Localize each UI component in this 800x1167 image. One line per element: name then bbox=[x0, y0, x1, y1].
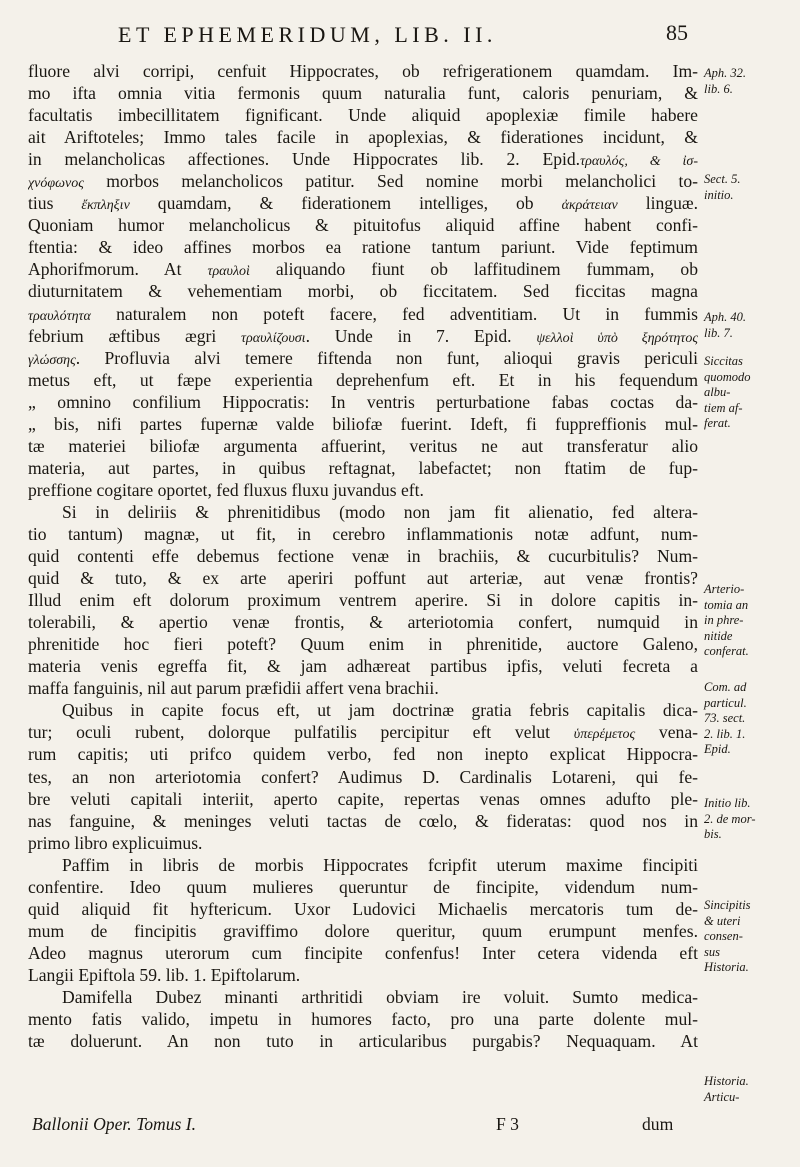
text-line bbox=[28, 369, 698, 391]
text-segment: mento fatis valido, impetu in humores facto, pro una parte dolente mul- bbox=[28, 1009, 698, 1030]
text-segment: tur; oculi rubent, dolorque pulfatilis percipitur eft velut bbox=[28, 722, 574, 743]
text-segment: diuturnitatem & vehementiam morbi, ob ficcitatem. Sed ficcitas magna bbox=[28, 281, 698, 302]
text-segment: ait Ariftoteles; Immo tales facile in apoplexias, & fiderationes incidunt, & bbox=[28, 127, 698, 148]
text-line bbox=[28, 1030, 698, 1052]
text-segment: tes, an non arteriotomia confert? Audimus D. Cardinalis Lotareni, qui fe- bbox=[28, 766, 698, 787]
margin-note-line: conferat. bbox=[704, 644, 749, 658]
text-line bbox=[28, 501, 698, 523]
margin-note-line: nitide bbox=[704, 628, 733, 643]
margin-note-line: & uteri bbox=[704, 913, 741, 928]
text-line bbox=[28, 325, 698, 347]
text-segment: Aphorifmorum. At bbox=[28, 259, 208, 280]
text-segment: metus eft, ut fæpe experientia deprehenfum eft. Et in his fequendum bbox=[28, 369, 698, 390]
greek-word: ψελλοὶ ὑπὸ ξηρότητος bbox=[536, 330, 698, 346]
text-line bbox=[28, 942, 698, 964]
margin-note-line: 73. sect. bbox=[704, 711, 746, 725]
margin-note-line: Aph. 40. bbox=[704, 310, 747, 324]
text-line bbox=[28, 479, 698, 501]
greek-word: τραυλός, & ἰσ- bbox=[580, 154, 698, 170]
text-line bbox=[28, 1008, 698, 1030]
greek-word: τραυλοὶ bbox=[207, 264, 250, 280]
greek-word: γλώσσης bbox=[28, 352, 76, 368]
text-segment: rum capitis; uti prifco quidem verbo, fed non inepto explicat Hippocra- bbox=[28, 744, 698, 765]
text-line bbox=[28, 170, 698, 192]
margin-note bbox=[704, 898, 796, 976]
text-segment: vena- bbox=[635, 722, 698, 743]
text-segment: quid contenti effe debemus fectione venæ in brachiis, & cucurbitulis? Num- bbox=[28, 546, 698, 567]
margin-note-line: Initio lib. bbox=[704, 796, 751, 810]
text-segment: facultatis imbecillitatem fignificant. Unde aliquid apoplexiæ fimile habere bbox=[28, 105, 698, 126]
greek-word: τραυλότητα bbox=[28, 308, 91, 324]
text-line bbox=[28, 523, 698, 545]
text-line bbox=[28, 60, 698, 82]
text-line bbox=[28, 677, 698, 699]
text-segment: febrium æftibus ægri bbox=[28, 325, 242, 346]
text-segment: . Unde in 7. Epid. bbox=[305, 325, 537, 346]
greek-word: χνόφωνος bbox=[28, 176, 84, 192]
text-line bbox=[28, 743, 698, 765]
text-line bbox=[28, 633, 698, 655]
text-line bbox=[28, 986, 698, 1008]
text-line bbox=[28, 611, 698, 633]
text-segment: tio tantum) magnæ, ut fit, in cerebro inflammationis notæ adfunt, num- bbox=[28, 523, 698, 544]
text-line bbox=[28, 435, 698, 457]
margin-note bbox=[704, 66, 796, 97]
text-segment: tæ materiei biliofæ argumenta affuerint, veritus ne aut transferatur alio bbox=[28, 435, 698, 456]
margin-note bbox=[704, 172, 796, 203]
text-segment: Illud enim eft dolorum proximum ventrem aperire. Si in dolore capitis in- bbox=[28, 590, 698, 611]
page-footer bbox=[28, 1114, 698, 1144]
margin-note-line: Sect. 5. bbox=[704, 172, 741, 186]
text-segment: quid & tuto, & ex arte aperiri poffunt aut arteriæ, aut venæ frontis? bbox=[28, 568, 698, 589]
margin-note-line: Historia. bbox=[704, 1074, 749, 1088]
margin-note-line: quomodo bbox=[704, 369, 751, 384]
text-segment: ftentia: & ideo affines morbos ea ratione tantum pariunt. Vide feptimum bbox=[28, 237, 698, 258]
margin-note-line: Articu- bbox=[704, 1089, 740, 1104]
text-segment: mo ifta omnia vitia fermonis quum naturalia funt, caloris penuriam, & bbox=[28, 83, 698, 104]
text-segment: aliquando fiunt ob laffitudinem fummam, ob bbox=[249, 259, 698, 280]
text-segment: . Profluvia alvi temere fiftenda non funt, alioqui gravis periculi bbox=[75, 347, 698, 368]
running-head: ET EPHEMERIDUM, LIB. II. bbox=[118, 22, 497, 47]
text-line bbox=[28, 236, 698, 258]
margin-note-line: lib. 7. bbox=[704, 325, 733, 340]
text-segment: Si in deliriis & phrenitidibus (modo non jam fit alienatio, fed altera- bbox=[62, 501, 698, 522]
margin-note-line: Arterio- bbox=[704, 582, 745, 596]
text-line bbox=[28, 788, 698, 810]
text-segment: naturalem non poteft facere, fed adventitiam. Ut in fummis bbox=[90, 303, 698, 324]
text-segment: materia, aut partes, in quibus reftagnat, labefactet; non ftatim de fup- bbox=[28, 457, 698, 478]
margin-note-line: Historia. bbox=[704, 960, 749, 974]
footer-author: Ballonii Oper. Tomus I. bbox=[32, 1114, 197, 1134]
margin-note-line: albu- bbox=[704, 385, 731, 399]
text-segment: in melancholicas affectiones. Unde Hippocrates lib. 2. Epid. bbox=[28, 149, 581, 170]
text-line bbox=[28, 920, 698, 942]
greek-word: ἔκπληξιν bbox=[81, 198, 130, 214]
text-segment: nas fanguine, & meninges veluti tactas de cœlo, & fideratas: quod nos in bbox=[28, 810, 698, 831]
main-text-column bbox=[28, 60, 698, 1052]
text-line bbox=[28, 832, 698, 854]
text-line bbox=[28, 280, 698, 302]
text-line bbox=[28, 721, 698, 743]
text-segment: Quibus in capite focus eft, ut jam doctrinæ gratia febris capitalis dica- bbox=[62, 700, 698, 721]
text-segment: Paffim in libris de morbis Hippocrates fcripfit uterum maxime fincipiti bbox=[62, 854, 698, 875]
text-line bbox=[28, 148, 698, 170]
text-segment: quamdam, & fiderationem intelliges, ob bbox=[129, 193, 562, 214]
text-line bbox=[28, 214, 698, 236]
marginal-notes bbox=[700, 0, 796, 1167]
margin-note bbox=[704, 354, 796, 432]
text-segment: maffa fanguinis, nil aut parum præfidii affert vena brachii. bbox=[28, 678, 439, 699]
text-line bbox=[28, 589, 698, 611]
margin-note-line: bis. bbox=[704, 827, 722, 841]
text-line bbox=[28, 258, 698, 280]
text-line bbox=[28, 898, 698, 920]
text-line bbox=[28, 766, 698, 788]
text-line bbox=[28, 457, 698, 479]
margin-note-line: sus bbox=[704, 944, 720, 959]
margin-note-line: Siccitas bbox=[704, 354, 743, 368]
margin-note-line: consen- bbox=[704, 929, 743, 943]
margin-note-line: Epid. bbox=[704, 742, 731, 756]
text-segment: „ bis, nifi partes fupernæ valde biliofæ fuerint. Ideft, fi fuppreffionis mul- bbox=[28, 413, 698, 434]
margin-note-line: 2. de mor- bbox=[704, 811, 756, 826]
text-line bbox=[28, 391, 698, 413]
text-segment: tius bbox=[28, 193, 82, 214]
text-line bbox=[28, 655, 698, 677]
text-line bbox=[28, 699, 698, 721]
margin-note-line: in phre- bbox=[704, 613, 744, 627]
text-segment: linguæ. bbox=[617, 193, 698, 214]
text-line bbox=[28, 347, 698, 369]
margin-note-line: lib. 6. bbox=[704, 81, 733, 96]
text-line bbox=[28, 567, 698, 589]
page-header bbox=[28, 20, 778, 54]
text-line bbox=[28, 964, 698, 986]
text-segment: confentire. Ideo quum mulieres queruntur de fincipite, videndum num- bbox=[28, 876, 698, 897]
margin-note-line: Aph. 32. bbox=[704, 66, 747, 80]
greek-word: τραυλίζουσι bbox=[241, 330, 306, 346]
text-line bbox=[28, 413, 698, 435]
margin-note-line: Sincipitis bbox=[704, 898, 751, 912]
margin-note-line: tomia an bbox=[704, 597, 749, 612]
text-segment: fluore alvi corripi, cenfuit Hippocrates, ob refrigerationem quamdam. Im- bbox=[28, 61, 698, 81]
text-line bbox=[28, 126, 698, 148]
text-line bbox=[28, 545, 698, 567]
margin-note-line: particul. bbox=[704, 695, 747, 710]
text-line bbox=[28, 876, 698, 898]
margin-note-line: initio. bbox=[704, 187, 734, 202]
greek-word: ὑπερέμετος bbox=[573, 727, 636, 743]
text-segment: preffione cogitare oportet, fed fluxus fluxu juvandus eft. bbox=[28, 479, 424, 500]
text-segment: tolerabili, & apertio venæ frontis, & arteriotomia confert, numquid in bbox=[28, 612, 698, 633]
text-line bbox=[28, 810, 698, 832]
page-number: 85 bbox=[666, 20, 688, 45]
text-segment: primo libro explicuimus. bbox=[28, 832, 203, 853]
margin-note bbox=[704, 680, 796, 758]
margin-note bbox=[704, 310, 796, 341]
catchword: dum bbox=[642, 1114, 674, 1134]
text-line bbox=[28, 303, 698, 325]
text-line bbox=[28, 82, 698, 104]
text-segment: mum de fincipitis graviffimo dolore queritur, quum erumpunt menfes. bbox=[28, 920, 698, 941]
margin-note bbox=[704, 1074, 796, 1105]
text-segment: Quoniam humor melancholicus & pituitofus aliquid affine habent confi- bbox=[28, 215, 698, 236]
text-segment: bre veluti capitali interiit, aperto capite, repertas venas omnes adufto ple- bbox=[28, 788, 698, 809]
margin-note-line: Com. ad bbox=[704, 680, 747, 694]
margin-note bbox=[704, 796, 796, 843]
text-segment: Langii Epiftola 59. lib. 1. Epiftolarum. bbox=[28, 964, 301, 985]
text-segment: materia venis egreffa fit, & jam adhæreat partibus ipfis, veluti fecreta a bbox=[28, 656, 698, 677]
text-line bbox=[28, 854, 698, 876]
signature-mark: F 3 bbox=[496, 1114, 519, 1134]
margin-note-line: ferat. bbox=[704, 416, 731, 430]
text-segment: tæ doluerunt. An non tuto in articularibus purgabis? Nequaquam. At bbox=[28, 1031, 698, 1052]
margin-note-line: 2. lib. 1. bbox=[704, 726, 746, 741]
text-segment: Damifella Dubez minanti arthritidi obviam ire voluit. Sumto medica- bbox=[62, 986, 698, 1007]
text-line bbox=[28, 192, 698, 214]
text-segment: phrenitide hoc fieri poteft? Quum enim in phrenitide, auctore Galeno, bbox=[28, 634, 698, 655]
text-segment: quid aliquid fit hyftericum. Uxor Ludovici Michaelis mercatoris tum de- bbox=[28, 898, 698, 919]
greek-word: ἀκράτειαν bbox=[561, 198, 618, 214]
text-segment: „ omnino confilium Hippocratis: In ventris perturbatione fabas coctas da- bbox=[28, 391, 698, 412]
margin-note bbox=[704, 582, 796, 660]
margin-note-line: tiem af- bbox=[704, 400, 743, 415]
text-segment: Adeo magnus uterorum cum fincipite confenfus! Inter cetera videnda eft bbox=[28, 942, 698, 963]
text-line bbox=[28, 104, 698, 126]
text-segment: morbos melancholicos patitur. Sed nomine morbi melancholici to- bbox=[83, 171, 698, 192]
